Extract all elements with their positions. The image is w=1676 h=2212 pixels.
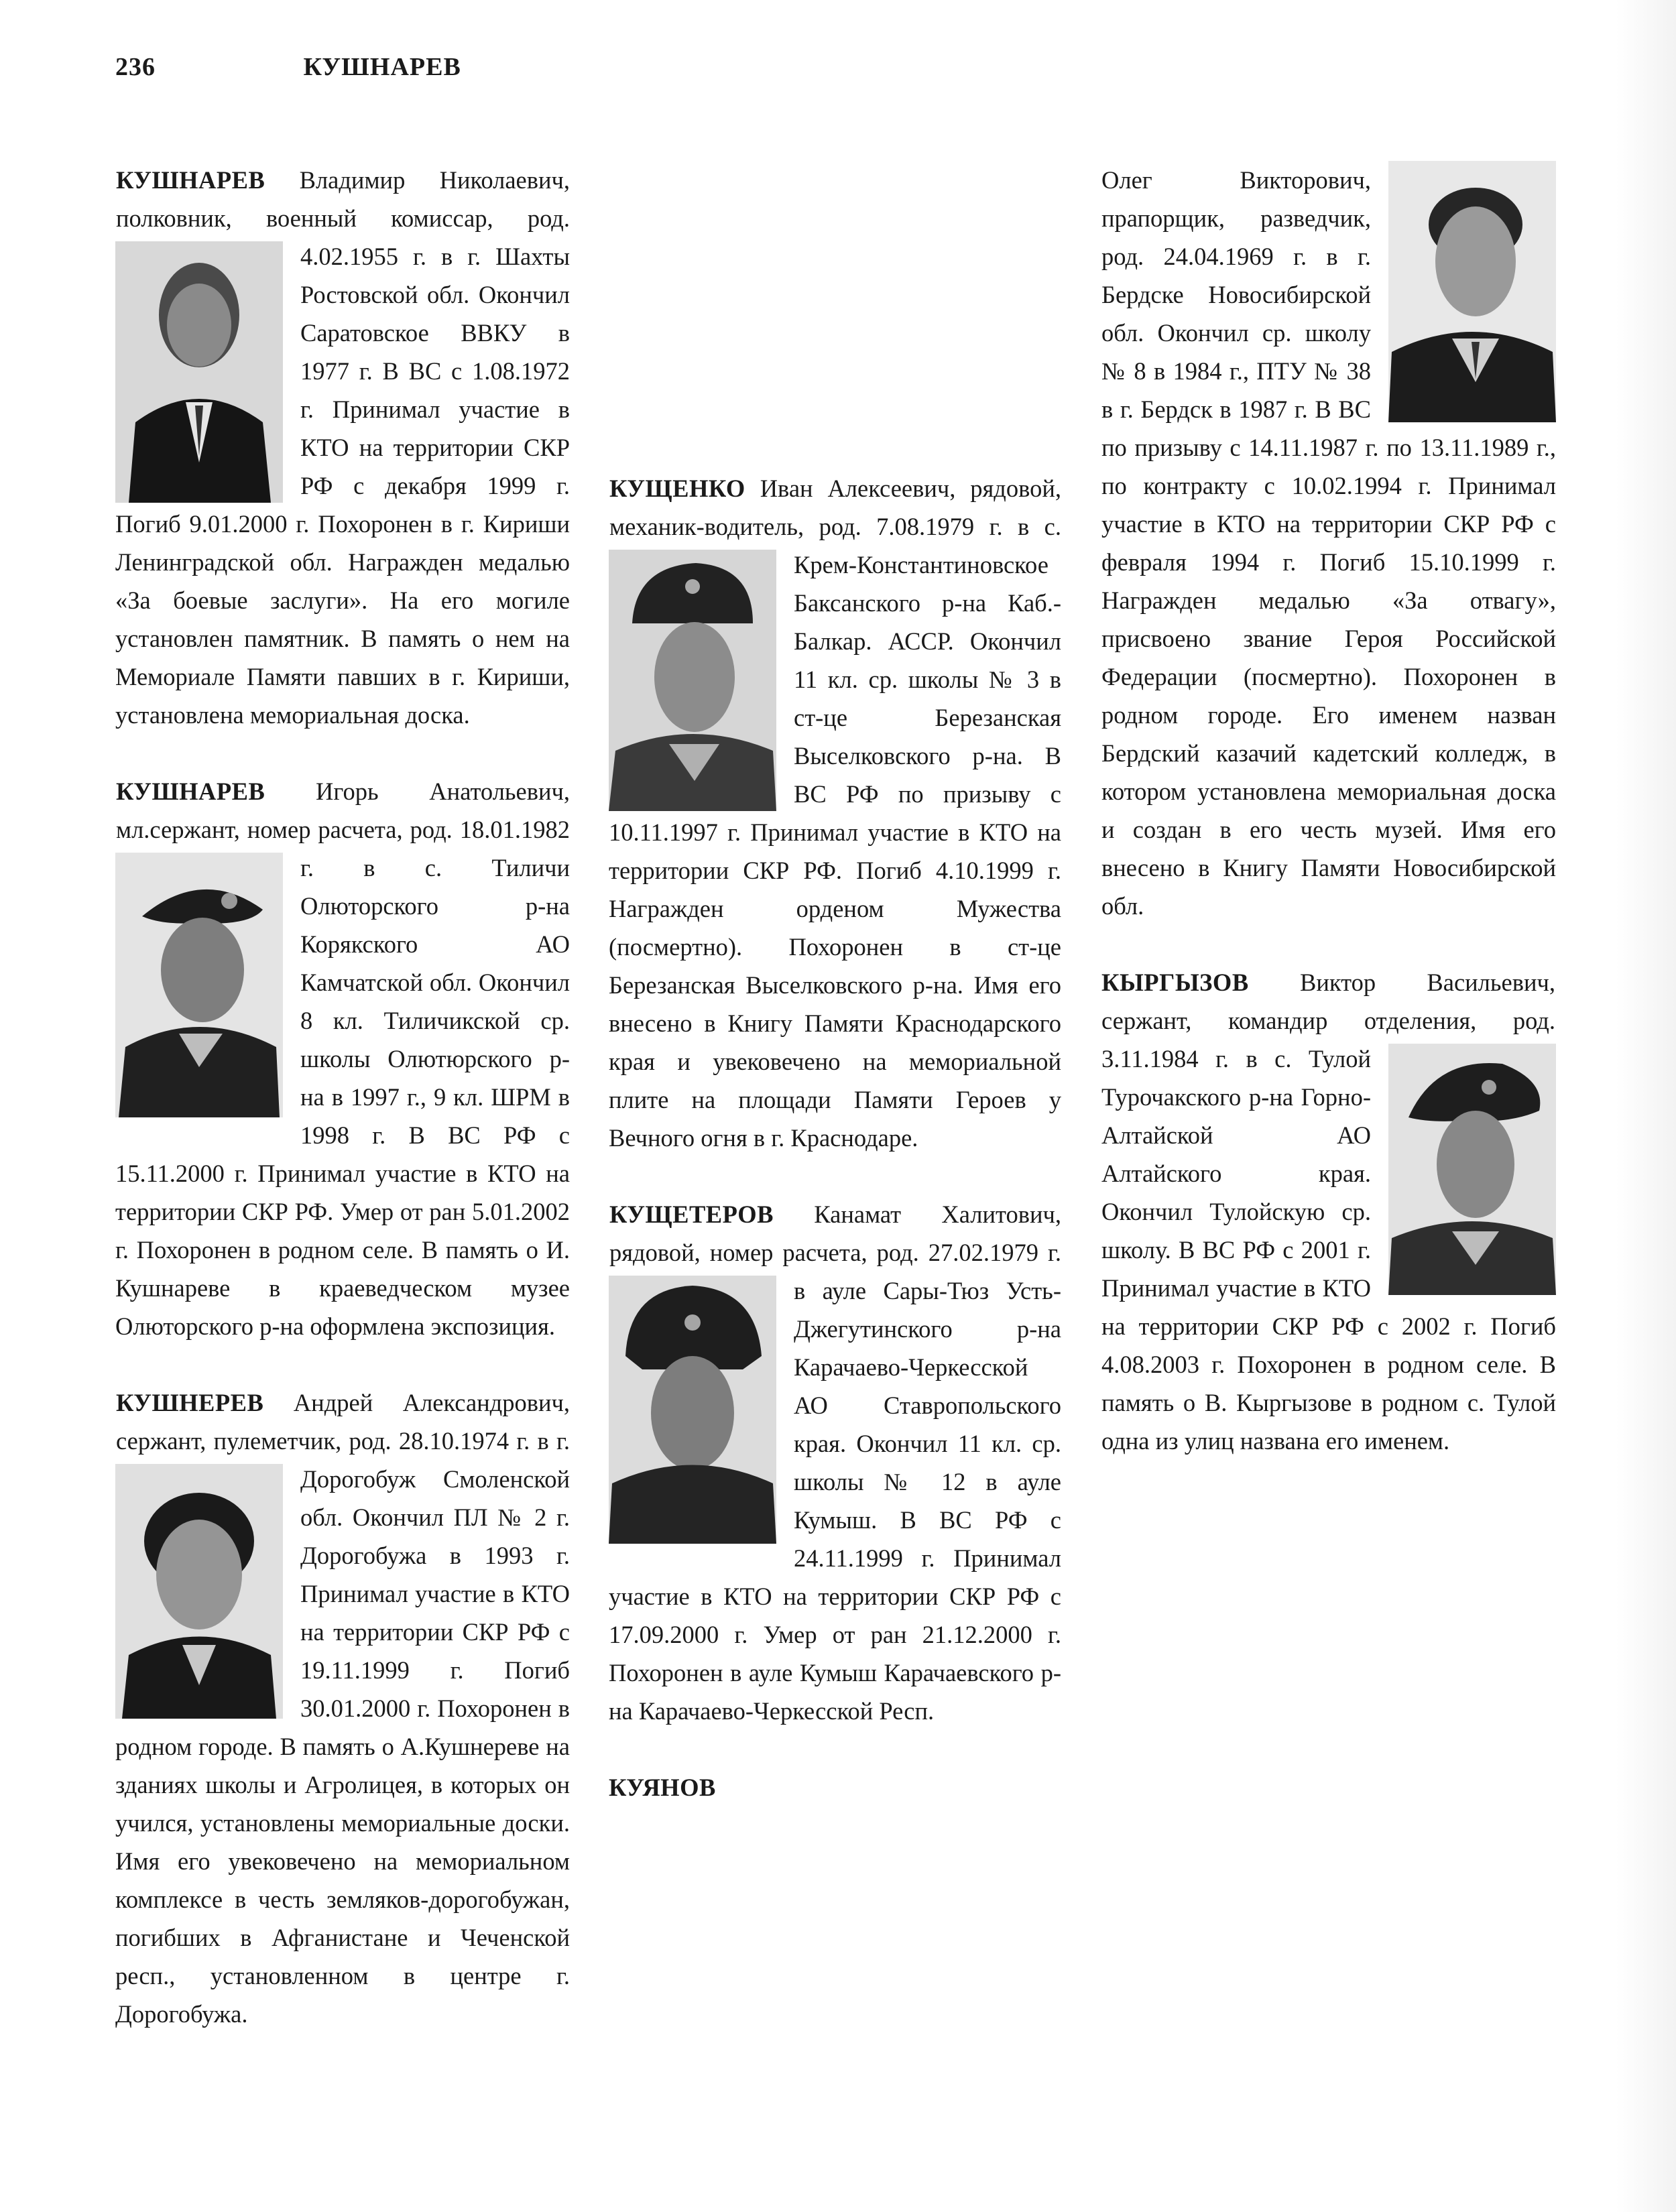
portrait-photo <box>609 550 776 811</box>
entry-surname: КУЩЕНКО <box>609 475 745 502</box>
portrait-photo <box>1388 1044 1556 1295</box>
column-1 <box>115 161 570 2071</box>
entry-surname: КУШНАРЕВ <box>116 778 265 805</box>
entry-kushcheterov-kanamat <box>609 1195 1061 1730</box>
entry-surname: КУШНАРЕВ <box>116 166 265 194</box>
entry-surname: КУЩЕТЕРОВ <box>609 1201 774 1228</box>
entry-kyrgyzov-viktor <box>1101 963 1556 1460</box>
entry-surname: КЫРГЫЗОВ <box>1101 969 1249 996</box>
page-header <box>115 52 461 82</box>
entry-text: Андрей Александрович, сержант, пулеметчик, род. 28.10.1974 г. в г. Дорогобуж Смоленской обл. Окончил ПЛ № 2 г. Дорогобужа в 1993 г. Принимал участие в КТО на территории СКР РФ с 19.11.1999 г. Погиб 30.01.2000 г. Похоронен в родном городе. В память о А.Кушнереве на зданиях школы и Агролицея, в которых он учился, установлены мемориальные доски. Имя его увековечено на мемориальном комплексе в честь земляков-дорогобужан, погибших в Афганистане и Чеченской респ., установленном в центре г. Дорогобужа. <box>115 1389 571 2028</box>
entry-surname: КУЯНОВ <box>609 1774 716 1801</box>
entry-kuyanov-oleg-start <box>609 1768 1061 1806</box>
entry-text: Владимир Николаевич, полковник, военный комиссар, род. 4.02.1955 г. в г. Шахты Ростовской обл. Окончил Саратовское ВВКУ в 1977 г. В ВС с 1.08.1972 г. Принимал участие в КТО на территории СКР РФ с декабря 1999 г. Погиб 9.01.2000 г. Похоронен в г. Кириши Ленинградской обл. Награжден медалью «За боевые заслуги». На его могиле установлен памятник. В память о нем на Мемориале Памяти павших в г. Кириши, установлена мемориальная доска. <box>115 166 570 729</box>
column-3 <box>1101 161 1556 1498</box>
entry-text: Виктор Васильевич, сержант, командир отделения, род. 3.11.1984 г. в с. Тулой Турочакского р-на Горно-Алтайской АО Алтайского края. Окончил Тулойскую ср. школу. В ВС РФ с 2001 г. Принимал участие в КТО на территории СКР РФ с 2002 г. Погиб 4.08.2003 г. Похоронен в родном селе. В память о В. Кыргызове в родном с. Тулой одна из улиц названа его именем. <box>1101 969 1556 1455</box>
portrait-photo <box>609 1276 776 1544</box>
entry-surname: КУШНЕРЕВ <box>116 1389 264 1416</box>
entry-text: Канамат Халитович, рядовой, номер расчета, род. 27.02.1979 г. в ауле Сары-Тюз Усть-Джегутинского р-на Карачаево-Черкесской АО Ставропольского края. Окончил 11 кл. ср. школы № 12 в ауле Кумыш. В ВС РФ с 24.11.1999 г. Принимал участие в КТО на территории СКР РФ с 17.09.2000 г. Умер от ран 21.12.2000 г. Похоронен в ауле Кумыш Карачаевского р-на Карачаево-Черкесской Респ. <box>609 1201 1062 1725</box>
entry-kushnarev-vladimir <box>115 161 570 734</box>
portrait-photo <box>1388 161 1556 422</box>
portrait-photo <box>115 853 283 1117</box>
entry-kuyanov-oleg <box>1101 161 1556 925</box>
portrait-photo <box>115 1464 283 1719</box>
entry-text: Иван Алексеевич, рядовой, механик-водитель, род. 7.08.1979 г. в с. Крем-Константиновское Баксанского р-на Каб.-Балкар. АССР. Окончил 11 кл. ср. школы № 3 в ст-це Березанская Выселковского р-на. В ВС РФ по призыву с 10.11.1997 г. Принимал участие в КТО на территории СКР РФ. Погиб 4.10.1999 г. Награжден орденом Мужества (посмертно). Похоронен в ст-це Березанская Выселковского р-на. Имя его внесено в Книгу Памяти Краснодарского края и увековечено на мемориальной плите на площади Памяти Героев у Вечного огня в г. Краснодаре. <box>609 475 1061 1152</box>
entry-text: Олег Викторович, прапорщик, разведчик, род. 24.04.1969 г. в г. Бердске Новосибирской обл. Окончил ср. школу № 8 в 1984 г., ПТУ № 38 в г. Бердск в 1987 г. В ВС по призыву с 14.11.1987 г. по 13.11.1989 г., по контракту с 10.02.1994 г. Принимал участие в КТО на территории СКР РФ с февраля 1994 г. Погиб 15.10.1999 г. Награжден медалью «За отвагу», присвоено звание Героя Российской Федерации (посмертно). Похоронен в родном городе. Его именем назван Бердский казачий кадетский колледж, в котором установлена мемориальная доска и создан в его честь музей. Имя его внесено в Книгу Памяти Новосибирской обл. <box>1101 166 1556 920</box>
page-edge-shade <box>1616 0 1676 2212</box>
portrait-photo <box>115 241 283 503</box>
entry-text: Игорь Анатольевич, мл.сержант, номер расчета, род. 18.01.1982 г. в с. Тиличи Олюторского р-на Корякского АО Камчатской обл. Окончил 8 кл. Тиличикской ср. школы Олютюрского р-на в 1997 г., 9 кл. ШРМ в 1998 г. В ВС РФ с 15.11.2000 г. Принимал участие в КТО на территории СКР РФ. Умер от ран 5.01.2002 г. Похоронен в родном селе. В память о И. Кушнареве в краеведческом музее Олюторского р-на оформлена экспозиция. <box>115 778 571 1340</box>
entry-kushnarev-igor <box>115 772 570 1345</box>
entry-kushnerev-andrey <box>115 1384 570 2033</box>
column-2-entries <box>609 469 1061 1845</box>
running-title: КУШНАРЕВ <box>303 53 461 81</box>
page-number: 236 <box>115 53 156 81</box>
entry-kushchenko-ivan <box>609 469 1061 1157</box>
